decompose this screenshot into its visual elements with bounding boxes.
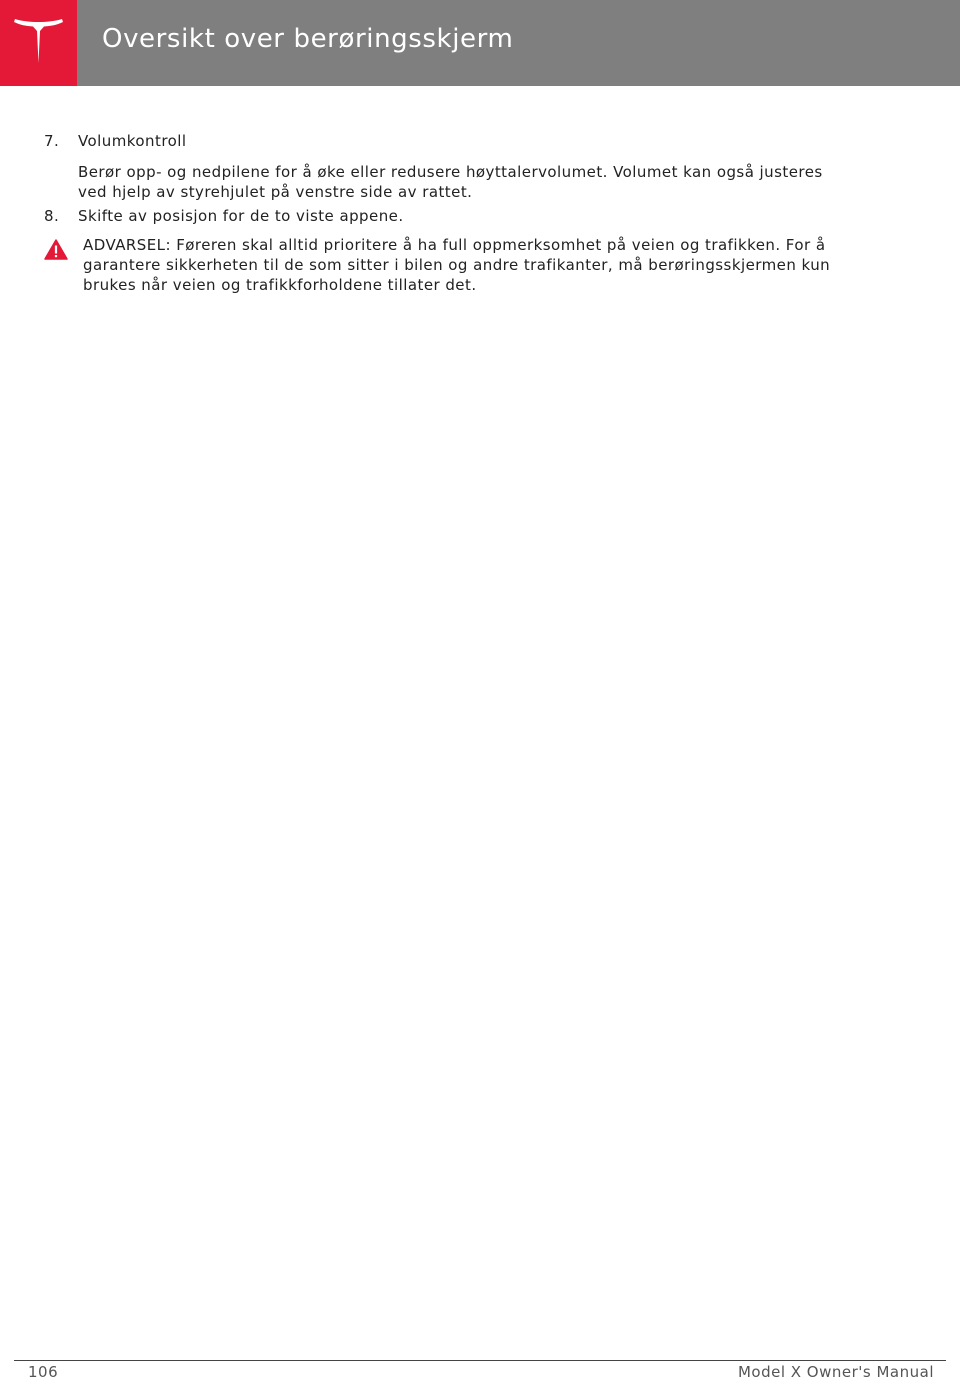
tesla-logo-icon xyxy=(13,16,64,64)
item-number: 7. xyxy=(44,132,60,150)
item-title: Skifte av posisjon for de to viste appene. xyxy=(78,207,404,225)
item-number: 8. xyxy=(44,207,60,225)
warning-line: ADVARSEL: Føreren skal alltid prioritere å ha full oppmerksomhet på veien og trafikken. For å xyxy=(83,236,826,254)
description-line: ved hjelp av styrehjulet på venstre side av rattet. xyxy=(78,183,473,201)
warning-line: garantere sikkerheten til de som sitter i bilen og andre trafikanter, må berøringsskjermen kun xyxy=(83,256,831,274)
footer-divider xyxy=(14,1360,946,1361)
page-title: Oversikt over berøringsskjerm xyxy=(102,24,514,54)
warning-triangle-icon xyxy=(44,239,68,260)
description-line: Berør opp- og nedpilene for å øke eller redusere høyttalervolumet. Volumet kan også justeres xyxy=(78,163,823,181)
logo-box xyxy=(0,0,77,86)
item-description xyxy=(78,162,878,202)
warning-line: brukes når veien og trafikkforholdene tillater det. xyxy=(83,276,477,294)
manual-name: Model X Owner's Manual xyxy=(737,1363,934,1381)
item-title: Volumkontroll xyxy=(78,132,187,150)
header-bar xyxy=(0,0,960,86)
page-number: 106 xyxy=(28,1363,59,1381)
warning-text xyxy=(83,235,883,295)
